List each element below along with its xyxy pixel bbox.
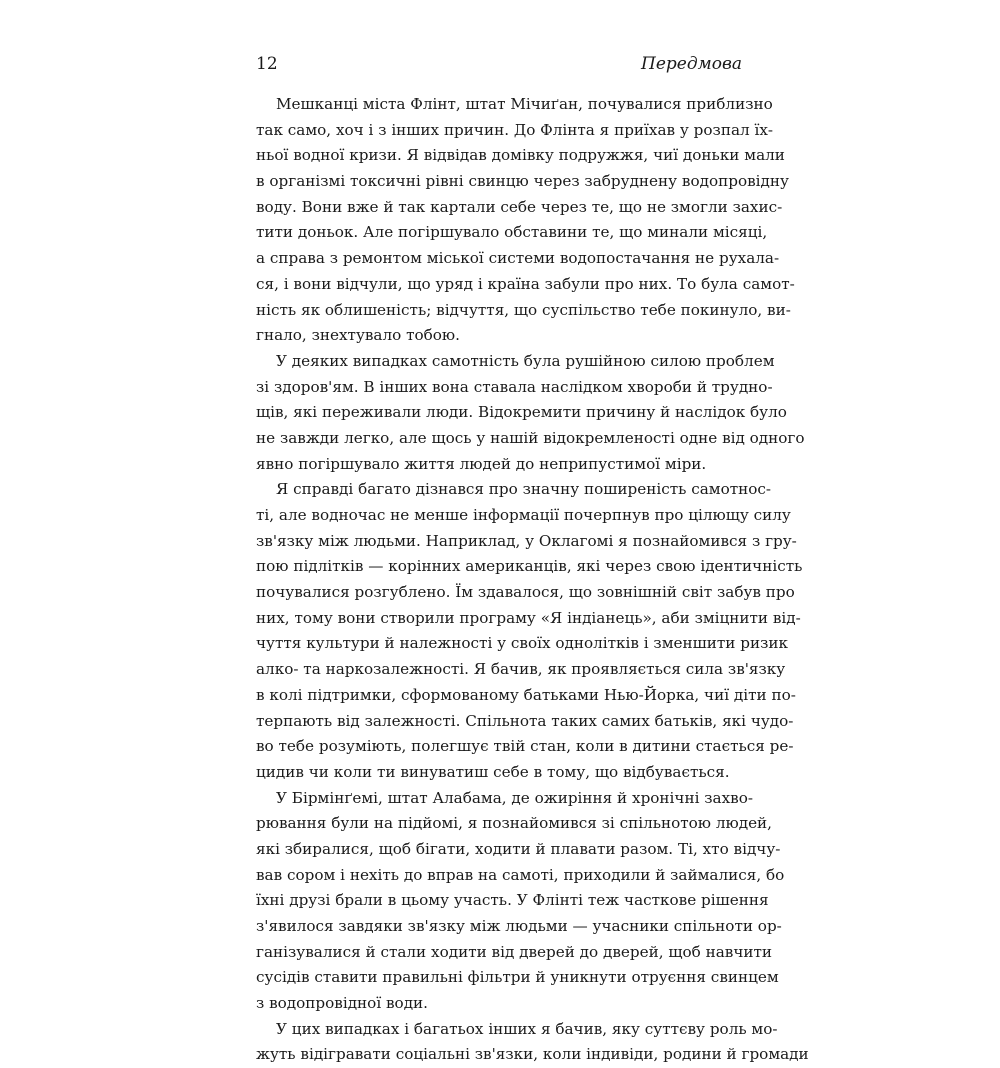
text-line: У Бірмінґемі, штат Алабама, де ожиріння й хронічні захво- [276,788,753,807]
text-line: гнало, знехтувало тобою. [256,326,460,345]
text-line: з водопровідної води. [256,994,428,1013]
text-line: в колі підтримки, сформованому батьками Нью-Йорка, чиї діти по- [256,685,796,704]
text-line: ся, і вони відчули, що уряд і країна забули про них. То була самот- [256,274,795,293]
text-line: чуття культури й належності у своїх однолітків і зменшити ризик [256,634,788,653]
text-line: жуть відігравати соціальні зв'язки, коли індивіди, родини й громади [256,1045,809,1064]
text-line: ті, але водночас не менше інформації почерпнув про цілющу силу [256,506,791,524]
text-line: алко- та наркозалежності. Я бачив, як проявляється сила зв'язку [256,660,786,679]
text-line: Мешканці міста Флінт, штат Мічиґан, почувалися приблизно [276,95,773,113]
text-line: явно погіршувало життя людей до неприпустимої міри. [256,454,707,473]
text-line: Я справді багато дізнався про значну поширеність самотнос- [276,480,772,499]
text-line: ганізувалися й стали ходити від дверей до дверей, щоб навчити [256,942,773,961]
page-number: 12 [256,54,278,74]
text-line: них, тому вони створили програму «Я індіанець», аби зміцнити від- [256,608,801,627]
text-line: їхні друзі брали в цьому участь. У Флінті теж часткове рішення [256,891,769,910]
text-line: тити доньок. Але погіршувало обставини те, що минали місяці, [256,223,768,242]
text-line: цидив чи коли ти винуватиш себе в тому, що відбувається. [256,762,730,781]
text-line: в організмі токсичні рівні свинцю через забруднену водопровідну [256,172,789,191]
text-line: не завжди легко, але щось у нашій відокремленості одне від одного [256,428,805,447]
text-line: а справа з ремонтом міської системи водопостачання не рухала- [256,249,780,268]
text-line: з'явилося завдяки зв'язку між людьми — учасники спільноти ор- [256,917,782,935]
text-line: зі здоров'ям. В інших вона ставала наслідком хвороби й трудно- [256,377,773,396]
text-line: вав сором і нехіть до вправ на самоті, приходили й займалися, бо [256,865,785,884]
text-line: ньої водної кризи. Я відвідав домівку подружжя, чиї доньки мали [256,146,785,165]
text-line: У деяких випадках самотність була рушійною силою проблем [276,351,775,370]
running-head: Передмова [641,54,742,74]
text-line: рювання були на підйомі, я познайомився зі спільнотою людей, [256,814,773,833]
text-line: сусідів ставити правильні фільтри й уникнути отруєння свинцем [256,968,779,987]
text-line: так само, хоч і з інших причин. До Флінта я приїхав у розпал їх- [256,120,774,139]
text-line: воду. Вони вже й так картали себе через те, що не змогли захис- [256,197,783,216]
text-line: во тебе розуміють, полегшує твій стан, коли в дитини стається ре- [256,737,794,756]
text-line: терпають від залежності. Спільнота таких самих батьків, які чудо- [256,711,794,730]
text-line: щів, які переживали люди. Відокремити причину й наслідок було [256,403,787,422]
text-line: зв'язку між людьми. Наприклад, у Оклагомі я познайомився з гру- [256,531,797,550]
text-line: У цих випадках і багатьох інших я бачив, яку суттєву роль мо- [276,1019,778,1038]
body-text [256,92,809,1068]
text-line: ність як облишеність; відчуття, що суспільство тебе покинуло, ви- [256,300,791,319]
text-line: пою підлітків — корінних американців, які через свою ідентичність [256,557,803,576]
text-line: почувалися розгублено. Їм здавалося, що зовнішній світ забув про [256,583,795,602]
text-line: які збиралися, щоб бігати, ходити й плавати разом. Ті, хто відчу- [256,839,781,858]
